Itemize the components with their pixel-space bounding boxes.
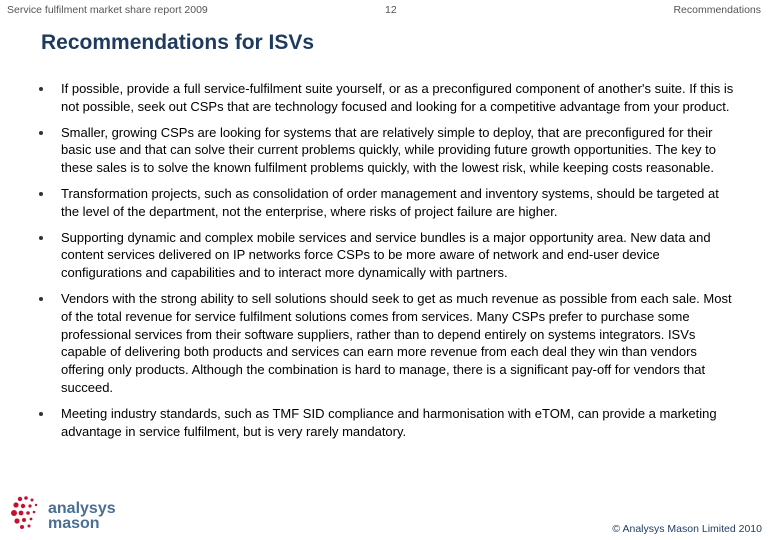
- bullet-icon: [39, 236, 43, 240]
- list-item-text: Vendors with the strong ability to sell solutions should seek to get as much revenue as possible from each sale. Most of the total revenue for service fulfilment solutions comes from services. Many CSPs prefer to purchase some professional services from their software suppliers, rather than to depend entirely on systems integrators. ISVs capable of delivering both products and services can earn more revenue from each deal they win than vendors offering only products. Although the combination is hard to manage, there is a significant pay-off for vendors that succeed.: [61, 290, 732, 395]
- logo-text-line1: analysys: [48, 500, 116, 517]
- report-title: Service fulfilment market share report 2009: [7, 4, 208, 16]
- page-number: 12: [385, 4, 397, 16]
- list-item-text: Transformation projects, such as consolidation of order management and inventory systems, should be targeted at the level of the department, not the enterprise, where risks of project failure are higher.: [61, 185, 719, 219]
- copyright-notice: © Analysys Mason Limited 2010: [612, 523, 762, 535]
- list-item: [37, 80, 737, 116]
- list-item: [37, 405, 737, 441]
- bullet-icon: [39, 131, 43, 135]
- logo-dots-icon: [10, 494, 46, 534]
- recommendation-list: [37, 80, 737, 448]
- company-logo: [10, 494, 140, 534]
- list-item: [37, 290, 737, 397]
- list-item-text: Supporting dynamic and complex mobile services and service bundles is a major opportunity area. New data and content services delivered on IP networks force CSPs to be more aware of network and end-user device configurations and capabilities and to interact more dynamically with partners.: [61, 229, 711, 281]
- bullet-icon: [39, 412, 43, 416]
- page-title: Recommendations for ISVs: [41, 31, 315, 54]
- list-item: [37, 229, 737, 282]
- list-item: [37, 185, 737, 221]
- bullet-icon: [39, 87, 43, 91]
- section-name: Recommendations: [673, 4, 761, 16]
- bullet-icon: [39, 192, 43, 196]
- list-item-text: If possible, provide a full service-fulfilment suite yourself, or as a preconfigured component of another's suite. If this is not possible, seek out CSPs that are technology focused and looking for a competitive advantage from your product.: [61, 81, 734, 114]
- list-item: [37, 124, 737, 177]
- list-item-text: Smaller, growing CSPs are looking for systems that are relatively simple to deploy, that are preconfigured for their basic use and that can solve their current problems quickly, while providing future growth opportunities. The key to these sales is to solve the known fulfilment problems quickly, with the lowest risk, while keeping costs reasonable.: [61, 124, 716, 176]
- logo-text-line2: mason: [48, 515, 100, 532]
- list-item-text: Meeting industry standards, such as TMF SID compliance and harmonisation with eTOM, can provide a marketing advantage in service fulfilment, but is very rarely mandatory.: [61, 405, 717, 439]
- page-header: [0, 4, 780, 20]
- bullet-icon: [39, 297, 43, 301]
